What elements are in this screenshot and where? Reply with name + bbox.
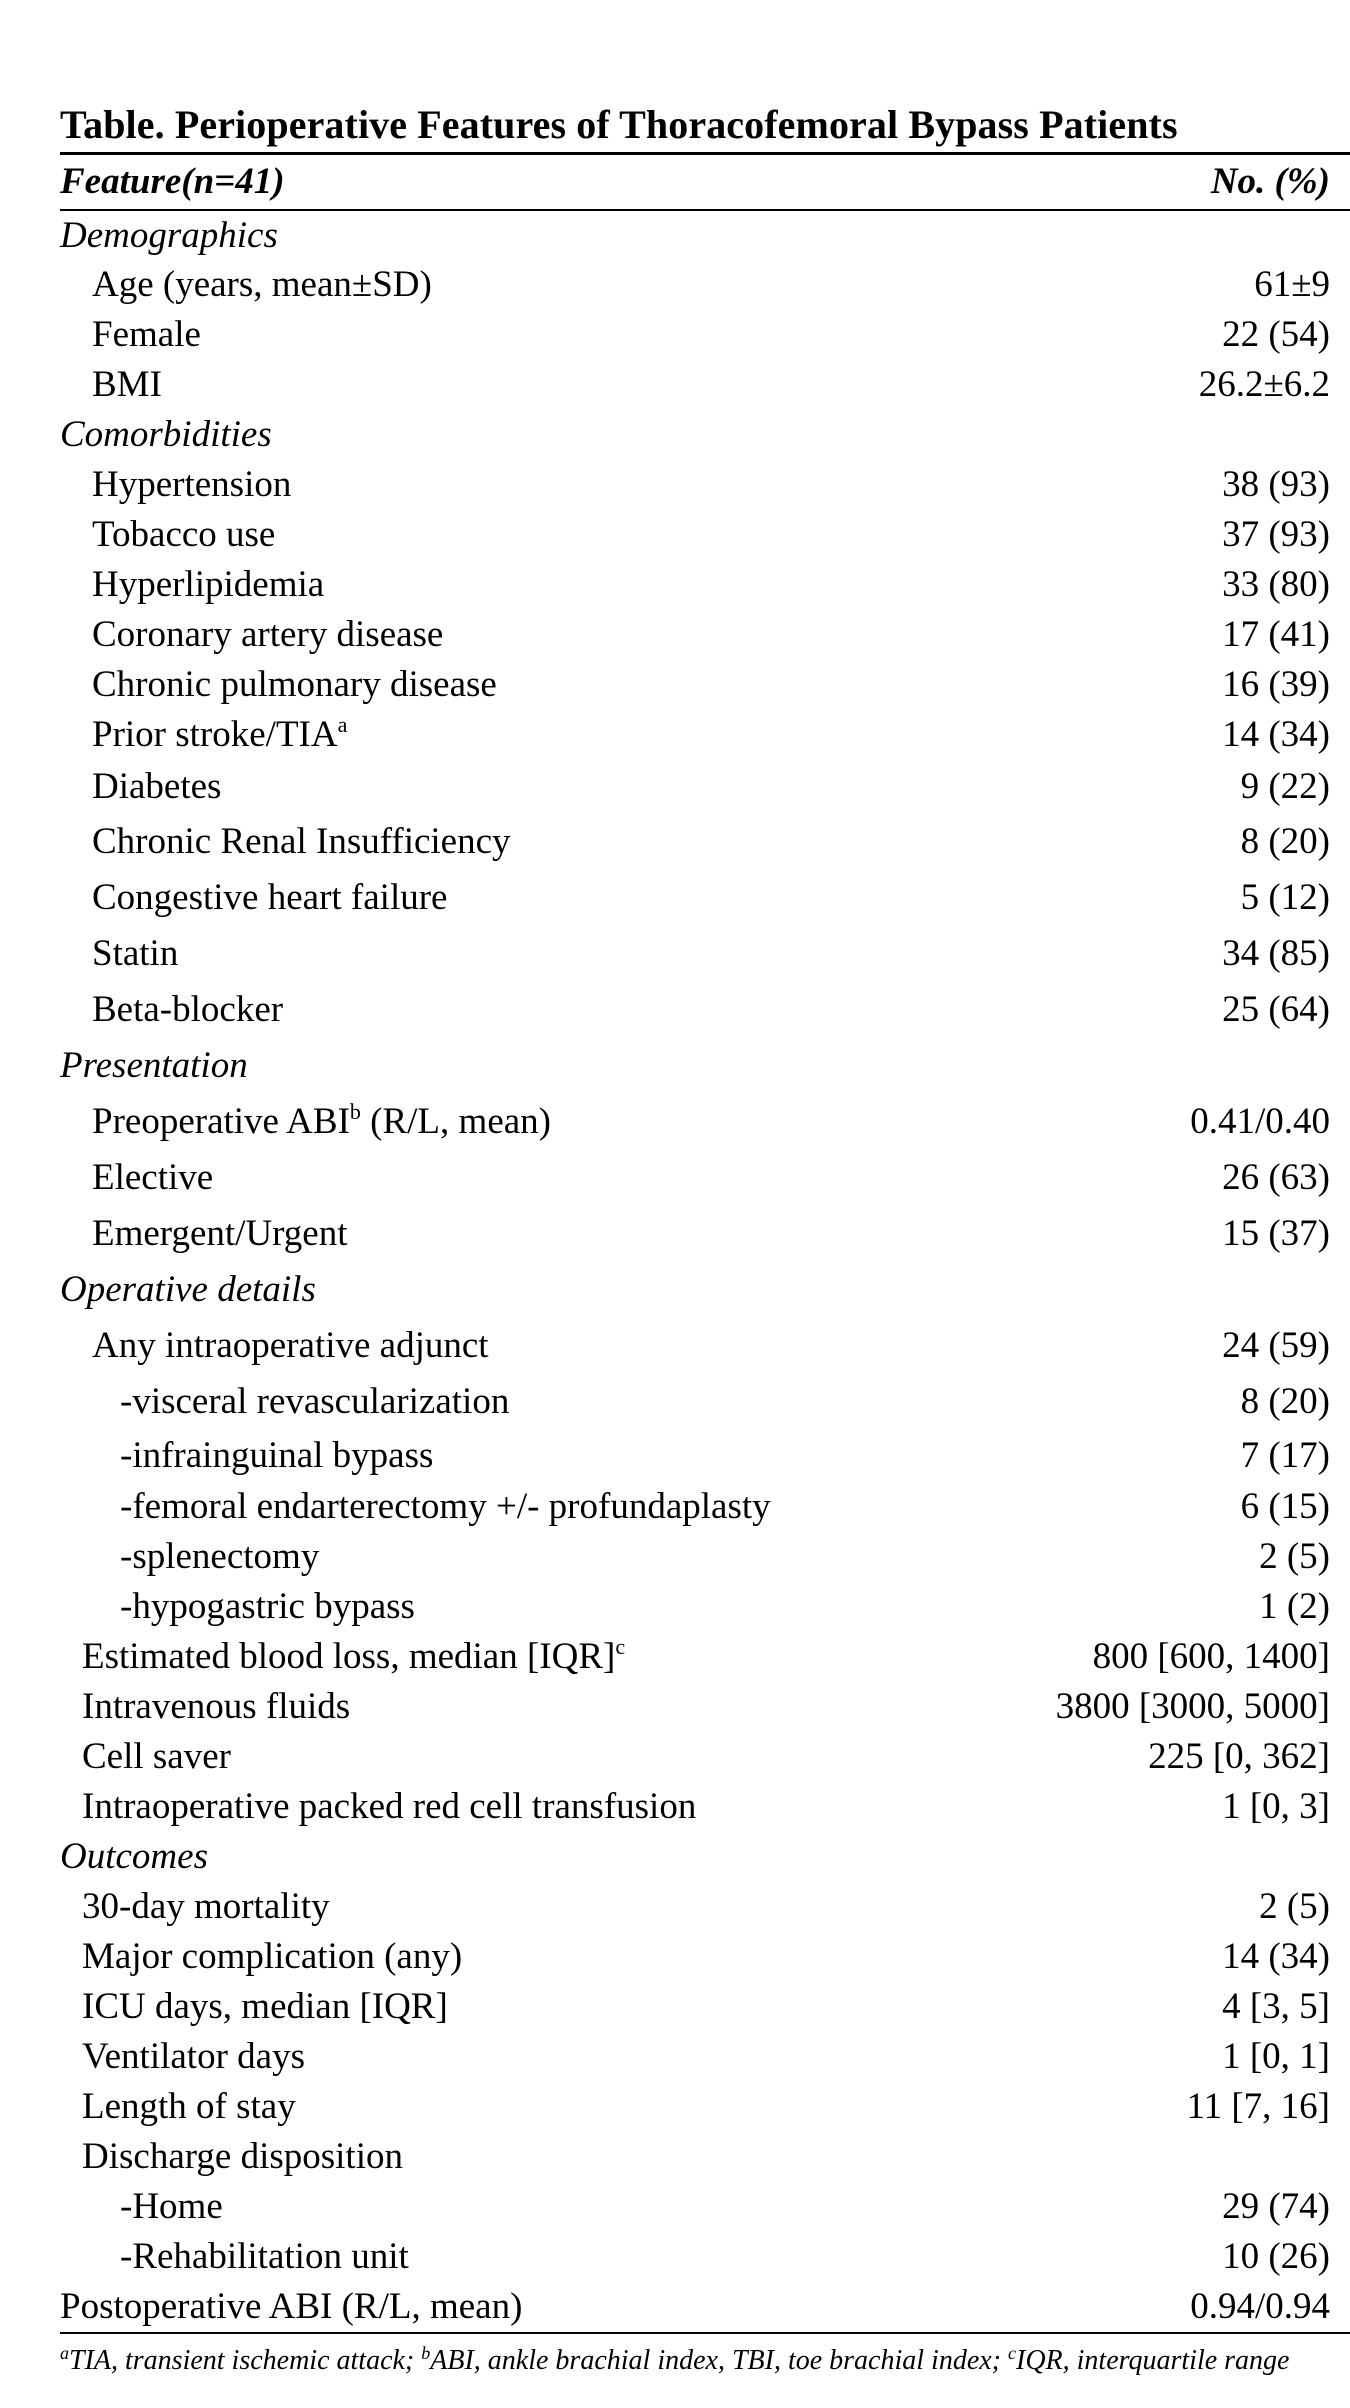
row-label-text: Coronary artery disease — [92, 614, 444, 655]
section-header-row — [60, 211, 1350, 260]
table-row — [60, 870, 1350, 926]
row-label — [60, 1374, 509, 1430]
table-row — [60, 1318, 1350, 1374]
row-label-text: Presentation — [60, 1045, 248, 1086]
row-label — [60, 560, 324, 610]
row-value: 9 (22) — [1240, 766, 1330, 807]
row-value: 10 (26) — [1222, 2236, 1330, 2277]
row-value: 14 (34) — [1222, 1936, 1330, 1977]
row-value: 4 [3, 5] — [1222, 1986, 1330, 2027]
row-value: 1 [0, 3] — [1222, 1786, 1330, 1827]
table-row — [60, 2032, 1350, 2082]
row-label-text: Tobacco use — [92, 514, 276, 555]
row-label — [60, 1632, 625, 1682]
table-row — [60, 2082, 1350, 2132]
row-label — [60, 1430, 433, 1482]
row-label — [60, 1318, 489, 1374]
row-label — [60, 510, 275, 560]
header-value: No. (%) — [1210, 161, 1330, 202]
row-label-text: ICU days, median [IQR] — [82, 1986, 448, 2027]
row-label — [60, 814, 511, 870]
row-value: 29 (74) — [1222, 2186, 1330, 2227]
table-row — [60, 660, 1350, 710]
table-row — [60, 926, 1350, 982]
row-label-text: Length of stay — [82, 2086, 296, 2127]
row-label-text: Outcomes — [60, 1836, 208, 1877]
row-label-text: Chronic pulmonary disease — [92, 664, 497, 705]
row-label — [60, 2232, 409, 2282]
row-label-text: Postoperative ABI (R/L, mean) — [60, 2286, 523, 2327]
row-label-text: -infrainguinal bypass — [120, 1435, 434, 1476]
row-value: 1 (2) — [1259, 1586, 1330, 1627]
row-label-text: Age (years, mean±SD) — [92, 264, 432, 305]
row-label — [60, 1732, 231, 1782]
row-label — [60, 982, 283, 1038]
row-label — [60, 1150, 213, 1206]
row-label — [60, 1982, 448, 2032]
row-label-text: Emergent/Urgent — [92, 1213, 348, 1254]
table-row — [60, 710, 1350, 760]
row-label — [60, 926, 178, 982]
row-label — [60, 1206, 348, 1262]
row-value: 7 (17) — [1240, 1435, 1330, 1476]
section-header-row — [60, 1832, 1350, 1882]
row-value: 1 [0, 1] — [1222, 2036, 1330, 2077]
row-label-text: Intraoperative packed red cell transfusion — [82, 1786, 697, 1827]
row-value: 6 (15) — [1240, 1486, 1330, 1527]
row-label — [60, 1482, 771, 1532]
row-label-text: -Home — [120, 2186, 223, 2227]
table-row — [60, 1732, 1350, 1782]
row-label — [60, 2032, 305, 2082]
row-label-text: Operative details — [60, 1269, 316, 1310]
row-label-text: Statin — [92, 933, 179, 974]
row-label-text: Comorbidities — [60, 414, 272, 455]
table-row — [60, 1682, 1350, 1732]
row-label — [60, 1582, 415, 1632]
row-value: 37 (93) — [1222, 514, 1330, 555]
footnote-b-mark: b — [421, 2343, 431, 2363]
section-label — [60, 1262, 316, 1318]
row-value: 33 (80) — [1222, 564, 1330, 605]
table-row — [60, 814, 1350, 870]
row-label-text: 30-day mortality — [82, 1886, 330, 1927]
table-row — [60, 360, 1350, 410]
row-value: 3800 [3000, 5000] — [1055, 1686, 1330, 1727]
row-label-text: Hyperlipidemia — [92, 564, 325, 605]
table-footnote — [60, 2334, 1350, 2380]
row-label — [60, 760, 221, 814]
table-row — [60, 460, 1350, 510]
row-label-text: Chronic Renal Insufficiency — [92, 821, 511, 862]
table-row — [60, 1094, 1350, 1150]
table-row — [60, 2232, 1350, 2282]
row-label — [60, 1532, 319, 1582]
row-label — [60, 2182, 223, 2232]
row-value: 225 [0, 362] — [1148, 1736, 1330, 1777]
row-label-text: Intravenous fluids — [82, 1686, 351, 1727]
row-label-text: Any intraoperative adjunct — [92, 1325, 489, 1366]
table-row — [60, 1982, 1350, 2032]
row-label-text: Discharge disposition — [82, 2136, 403, 2177]
row-label — [60, 1682, 350, 1732]
section-label — [60, 211, 278, 260]
table-header — [60, 155, 1350, 209]
row-label-text: Female — [92, 314, 201, 355]
table-row — [60, 982, 1350, 1038]
section-label — [60, 1038, 248, 1094]
row-label-text: -splenectomy — [120, 1536, 320, 1577]
row-value: 11 [7, 16] — [1186, 2086, 1330, 2127]
row-label-text: Demographics — [60, 215, 278, 256]
row-label-text: -visceral revascularization — [120, 1381, 510, 1422]
table-row — [60, 1782, 1350, 1832]
row-label — [60, 1932, 462, 1982]
row-label-text: Preoperative ABI — [92, 1101, 350, 1142]
row-value: 24 (59) — [1222, 1325, 1330, 1366]
row-label-text: -Rehabilitation unit — [120, 2236, 409, 2277]
table-row — [60, 510, 1350, 560]
row-label — [60, 1882, 330, 1932]
row-label-text: -hypogastric bypass — [120, 1586, 415, 1627]
section-header-row — [60, 1038, 1350, 1094]
row-label-suffix: (R/L, mean) — [360, 1101, 551, 1142]
table-row — [60, 2132, 1350, 2182]
row-label — [60, 2282, 522, 2332]
row-value: 2 (5) — [1259, 1886, 1330, 1927]
row-value: 26.2±6.2 — [1198, 364, 1330, 405]
row-label — [60, 1094, 551, 1150]
table-row — [60, 2182, 1350, 2232]
row-label — [60, 610, 443, 660]
row-value: 26 (63) — [1222, 1157, 1330, 1198]
row-label-text: Estimated blood loss, median [IQR] — [82, 1636, 616, 1677]
table-row — [60, 2282, 1350, 2332]
row-label — [60, 360, 162, 410]
row-value: 14 (34) — [1222, 714, 1330, 755]
table-row — [60, 1932, 1350, 1982]
row-label-text: Elective — [92, 1157, 214, 1198]
row-label — [60, 660, 497, 710]
table-row — [60, 1374, 1350, 1430]
row-value: 38 (93) — [1222, 464, 1330, 505]
row-value: 0.94/0.94 — [1190, 2286, 1330, 2327]
row-label — [60, 710, 347, 760]
row-footnote-mark: a — [337, 712, 348, 737]
row-value: 15 (37) — [1222, 1213, 1330, 1254]
footnote-c-text: IQR, interquartile range — [1016, 2345, 1290, 2376]
table-row — [60, 260, 1350, 310]
row-value: 8 (20) — [1240, 821, 1330, 862]
row-label-text: Congestive heart failure — [92, 877, 448, 918]
row-value: 800 [600, 1400] — [1092, 1636, 1330, 1677]
section-header-row — [60, 1262, 1350, 1318]
footnote-c-mark: c — [1008, 2343, 1016, 2363]
row-value: 16 (39) — [1222, 664, 1330, 705]
row-label — [60, 260, 432, 310]
row-label-text: Major complication (any) — [82, 1936, 463, 1977]
row-footnote-mark: c — [615, 1634, 626, 1659]
row-value: 5 (12) — [1240, 877, 1330, 918]
row-label-text: Beta-blocker — [92, 989, 284, 1030]
row-label-text: -femoral endarterectomy +/- profundaplasty — [120, 1486, 771, 1527]
row-value: 0.41/0.40 — [1190, 1101, 1330, 1142]
row-label — [60, 870, 447, 926]
table-row — [60, 560, 1350, 610]
footnote-a-mark: a — [60, 2343, 69, 2363]
row-label — [60, 2082, 296, 2132]
row-label-text: Hypertension — [92, 464, 292, 505]
row-footnote-mark: b — [349, 1099, 361, 1124]
row-label — [60, 310, 201, 360]
section-label — [60, 1832, 208, 1882]
table-row — [60, 1882, 1350, 1932]
section-header-row — [60, 410, 1350, 460]
row-label-text: Prior stroke/TIA — [92, 714, 338, 755]
row-label-text: Ventilator days — [82, 2036, 305, 2077]
table-body — [60, 211, 1350, 2332]
table-row — [60, 1482, 1350, 1532]
row-label — [60, 460, 291, 510]
row-value: 61±9 — [1254, 264, 1330, 305]
row-value: 17 (41) — [1222, 614, 1330, 655]
table-document — [60, 98, 1350, 2380]
table-row — [60, 1150, 1350, 1206]
row-label — [60, 2132, 403, 2182]
section-label — [60, 410, 272, 460]
row-label-text: Diabetes — [92, 766, 222, 807]
table-row — [60, 1582, 1350, 1632]
row-label-text: Cell saver — [82, 1736, 231, 1777]
table-row — [60, 1430, 1350, 1482]
row-value: 2 (5) — [1259, 1536, 1330, 1577]
table-row — [60, 310, 1350, 360]
table-row — [60, 610, 1350, 660]
table-row — [60, 1532, 1350, 1582]
table-title: Table. Perioperative Features of Thoracofemoral Bypass Patients — [60, 102, 1178, 147]
row-value: 34 (85) — [1222, 933, 1330, 974]
row-value: 22 (54) — [1222, 314, 1330, 355]
row-value: 25 (64) — [1222, 989, 1330, 1030]
row-label-text: BMI — [92, 364, 162, 405]
row-value: 8 (20) — [1240, 1381, 1330, 1422]
table-row — [60, 760, 1350, 814]
table-row — [60, 1206, 1350, 1262]
row-label — [60, 1782, 696, 1832]
footnote-a-text: TIA, transient ischemic attack; — [69, 2345, 422, 2376]
footnote-b-text: ABI, ankle brachial index, TBI, toe brachial index; — [430, 2345, 1008, 2376]
header-feature: Feature(n=41) — [60, 161, 285, 202]
table-row — [60, 1632, 1350, 1682]
